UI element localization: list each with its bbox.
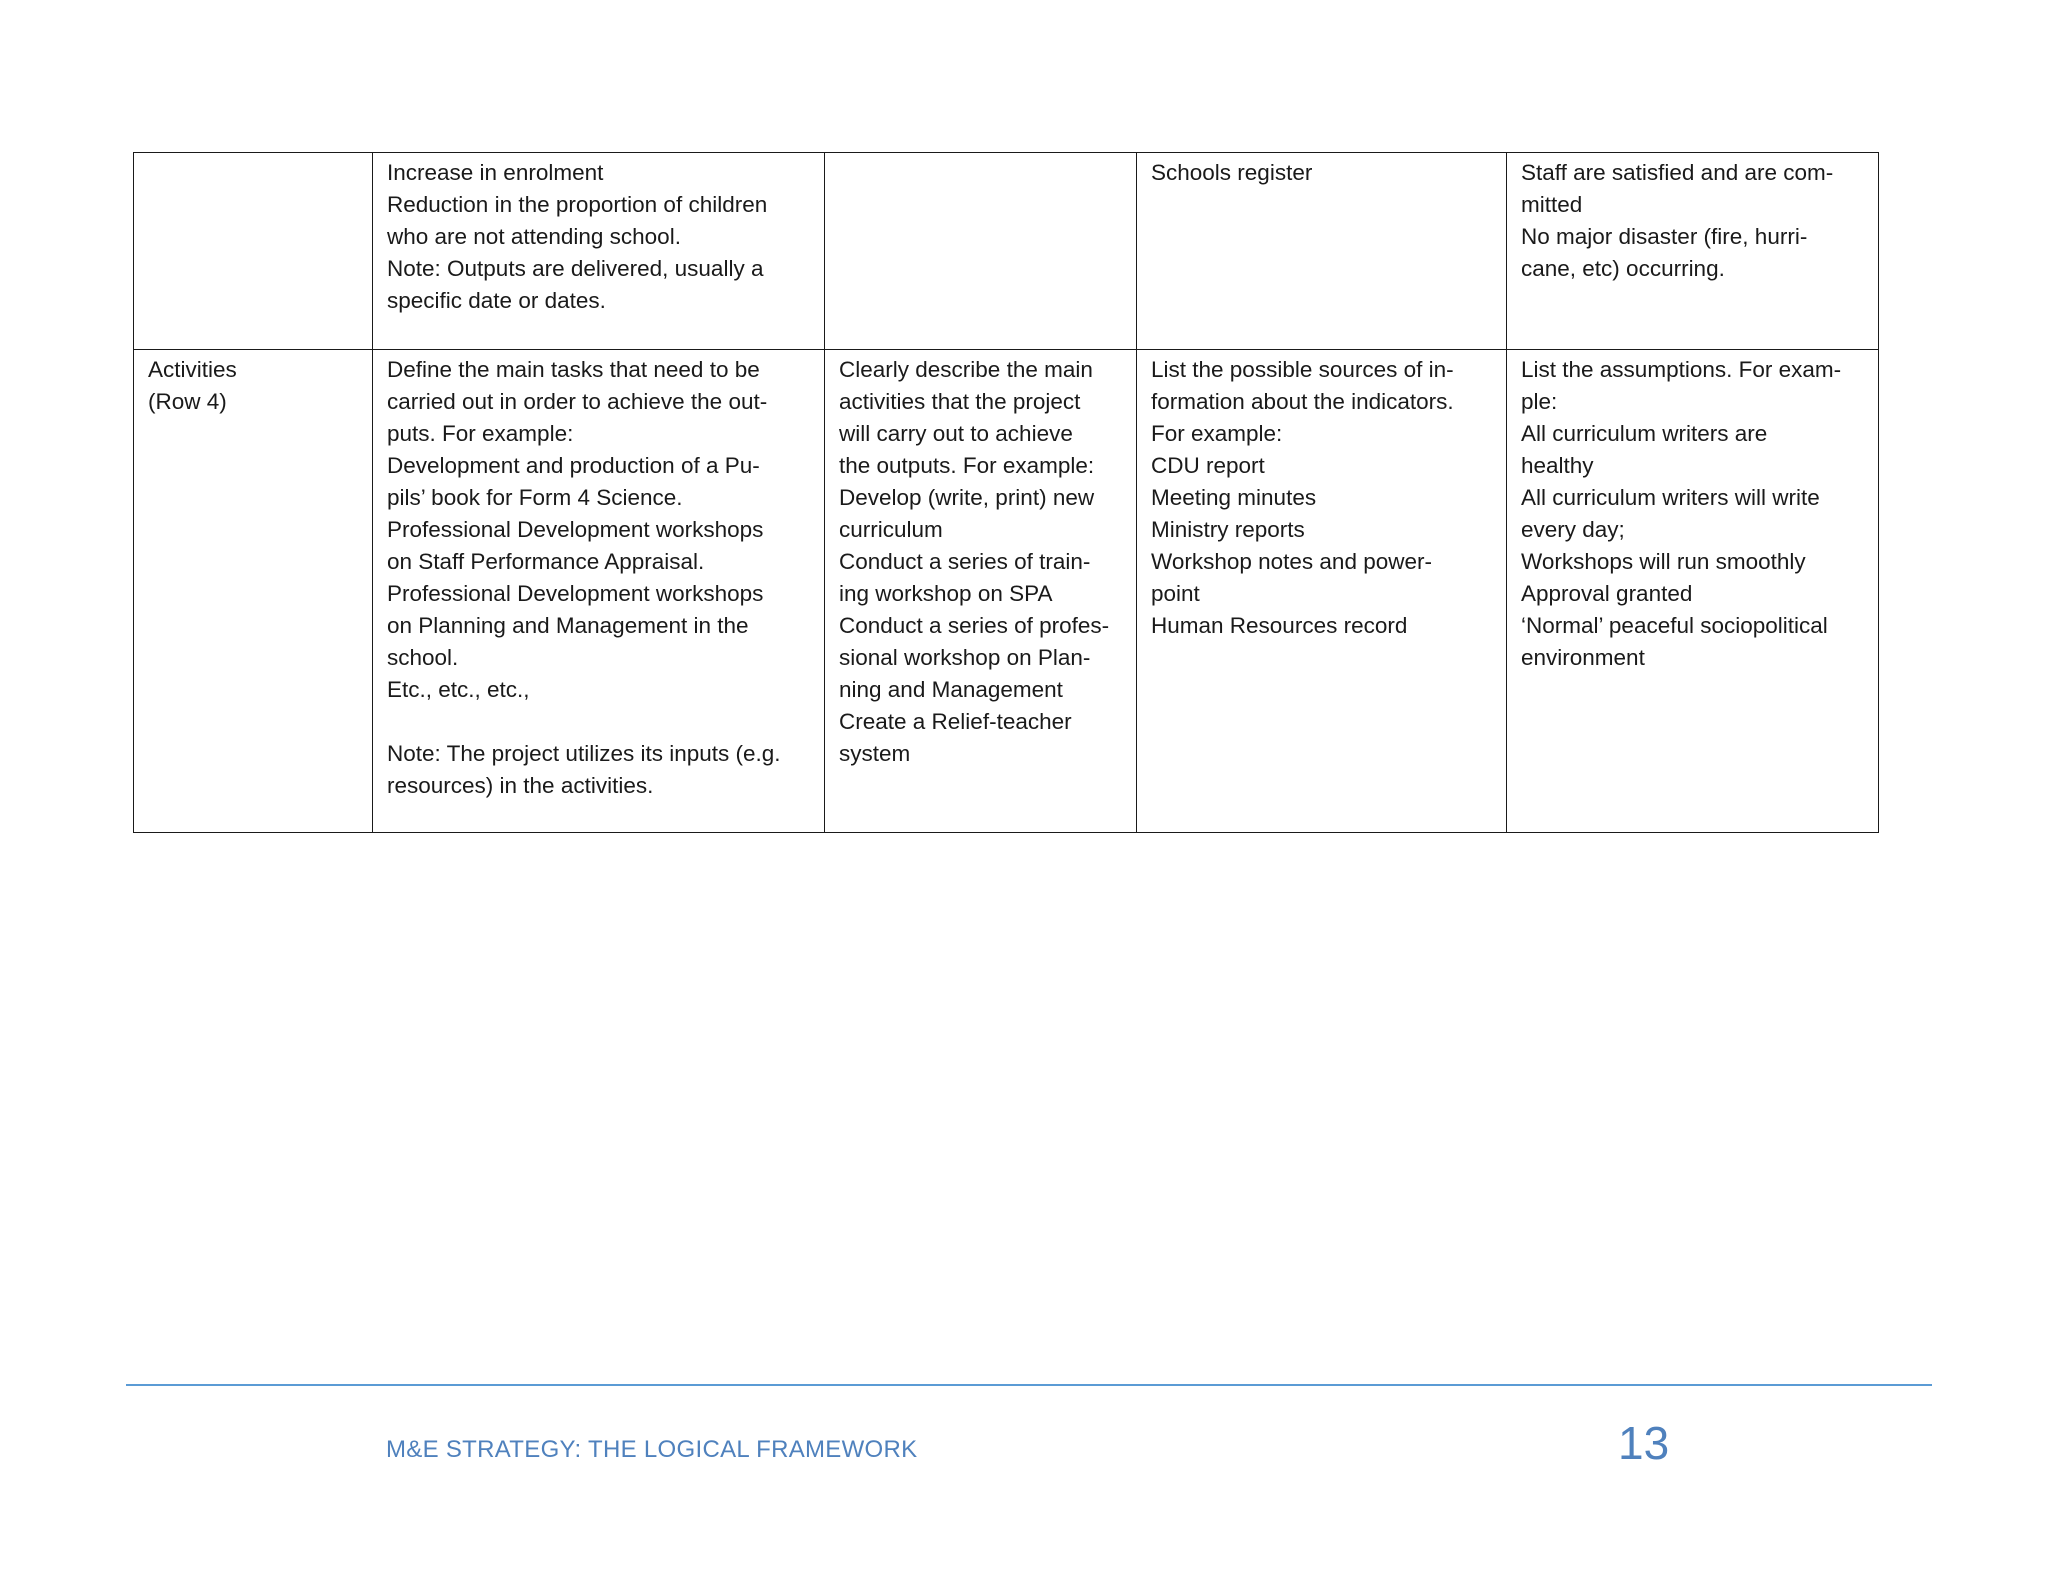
cell-text-line: ing workshop on SPA [839,581,1053,606]
cell-text-line: resources) in the activities. [387,773,654,798]
cell-text-line: Staff are satisfied and are com- [1521,160,1834,185]
table-row-activities [134,350,1879,833]
cell-text-line: formation about the indicators. [1151,389,1454,414]
cell-text-line: Professional Development workshops [387,517,764,542]
assumptions-cell [1507,350,1879,833]
cell-text-line: system [839,741,911,766]
verification-cell [1137,350,1507,833]
cell-text-line: Approval granted [1521,581,1693,606]
cell-text-line: environment [1521,645,1645,670]
cell-text-line: (Row 4) [148,389,227,414]
cell-text-line: Create a Relief-teacher [839,709,1072,734]
narrative-cell [373,153,825,350]
cell-text-line: Conduct a series of profes- [839,613,1110,638]
cell-text-line [387,706,810,738]
cell-text-line: All curriculum writers will write [1521,485,1820,510]
cell-text-line: List the possible sources of in- [1151,357,1454,382]
cell-text-line: sional workshop on Plan- [839,645,1091,670]
cell-text-line: pils’ book for Form 4 Science. [387,485,683,510]
cell-text-line: Meeting minutes [1151,485,1317,510]
cell-text-line: every day; [1521,517,1625,542]
cell-text-line: cane, etc) occurring. [1521,256,1725,281]
cell-text-line: puts. For example: [387,421,574,446]
cell-text-line: All curriculum writers are [1521,421,1768,446]
cell-text-line: Workshops will run smoothly [1521,549,1806,574]
cell-text-line: on Staff Performance Appraisal. [387,549,705,574]
row-label-cell [134,153,373,350]
cell-text-line: Define the main tasks that need to be [387,357,760,382]
cell-text-line: will carry out to achieve [839,421,1073,446]
cell-text-line: No major disaster (fire, hurri- [1521,224,1808,249]
cell-text-line: on Planning and Management in the [387,613,749,638]
narrative-cell [373,350,825,833]
cell-text-line: List the assumptions. For exam- [1521,357,1842,382]
footer-divider [126,1384,1932,1386]
cell-text-line: Conduct a series of train- [839,549,1091,574]
cell-text-line: activities that the project [839,389,1081,414]
page-number: 13 [1618,1417,1670,1469]
table-row-outputs [134,153,1879,350]
row-label-cell [134,350,373,833]
cell-text-line: CDU report [1151,453,1265,478]
indicators-cell [825,153,1137,350]
verification-cell [1137,153,1507,350]
cell-text-line: Increase in enrolment [387,160,604,185]
cell-text-line: who are not attending school. [387,224,681,249]
cell-text-line: school. [387,645,459,670]
cell-text-line: healthy [1521,453,1594,478]
cell-text-line: Human Resources record [1151,613,1408,638]
assumptions-cell [1507,153,1879,350]
cell-text-line: the outputs. For example: [839,453,1095,478]
cell-text-line: Develop (write, print) new [839,485,1095,510]
cell-text-line: specific date or dates. [387,288,606,313]
cell-text-line: ning and Management [839,677,1063,702]
cell-text-line: mitted [1521,192,1583,217]
cell-text-line: Professional Development workshops [387,581,764,606]
cell-text-line: curriculum [839,517,943,542]
cell-text-line: Ministry reports [1151,517,1305,542]
cell-text-line: For example: [1151,421,1283,446]
cell-text-line: Note: Outputs are delivered, usually a [387,256,764,281]
indicators-cell [825,350,1137,833]
cell-text-line: carried out in order to achieve the out- [387,389,768,414]
cell-text-line: Clearly describe the main [839,357,1093,382]
cell-text-line: Reduction in the proportion of children [387,192,768,217]
cell-text-line: Development and production of a Pu- [387,453,760,478]
cell-text-line: ple: [1521,389,1558,414]
cell-text-line: Etc., etc., etc., [387,677,530,702]
logframe-table [133,152,1879,833]
cell-text-line: Schools register [1151,160,1313,185]
cell-text-line: Activities [148,357,237,382]
cell-text-line: Note: The project utilizes its inputs (e.g. [387,741,781,766]
cell-text-line: Workshop notes and power- [1151,549,1432,574]
cell-text-line: ‘Normal’ peaceful sociopolitical [1521,613,1828,638]
footer-title: M&E STRATEGY: THE LOGICAL FRAMEWORK [386,1436,918,1463]
cell-text-line: point [1151,581,1200,606]
